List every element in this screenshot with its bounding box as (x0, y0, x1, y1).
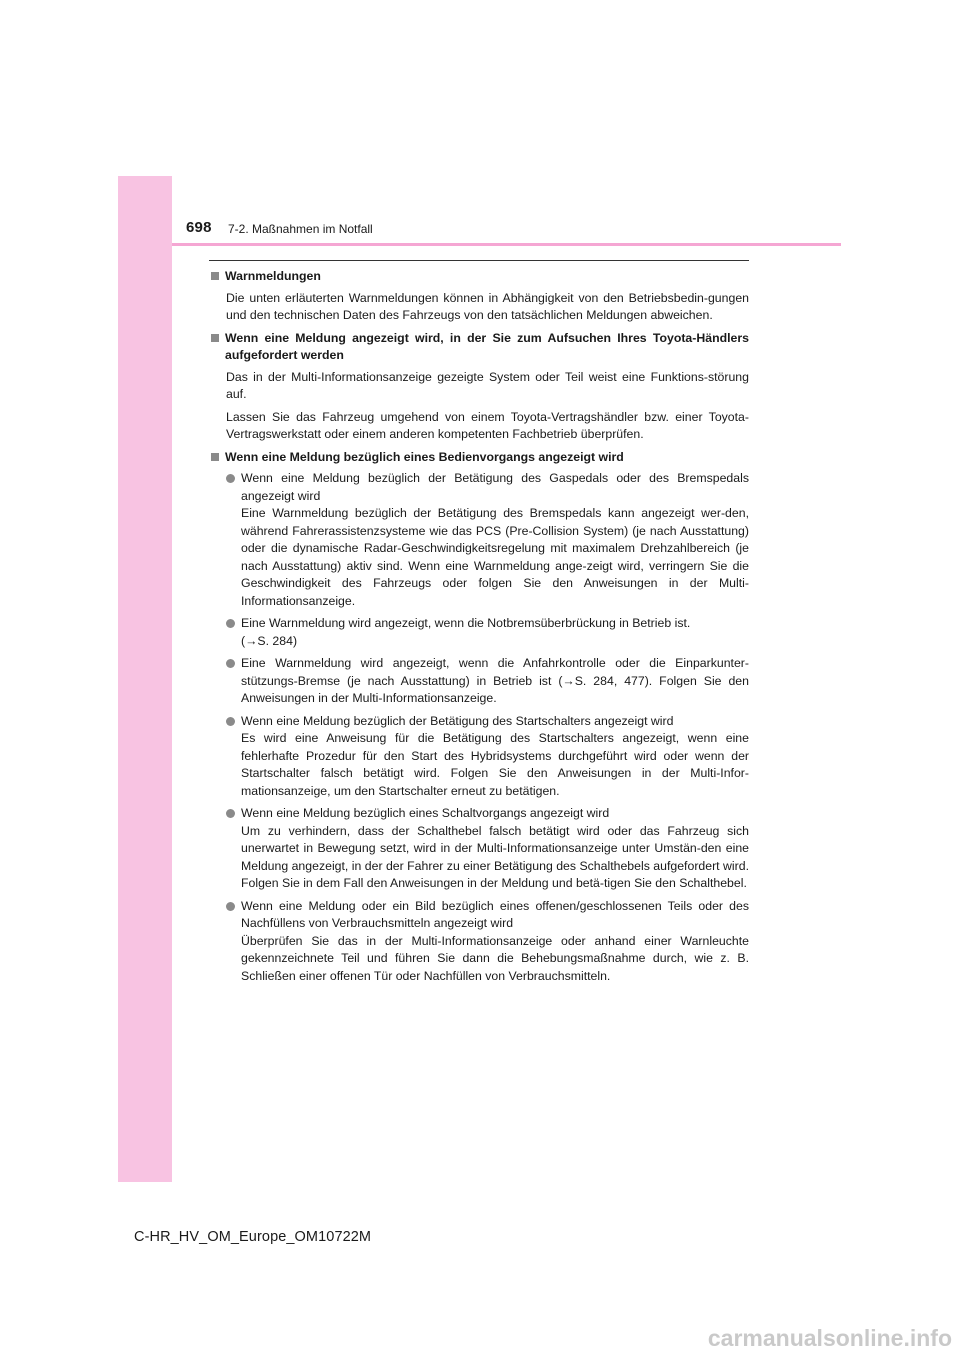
list-item-body (241, 805, 749, 893)
section-heading-text: Warnmeldungen (225, 269, 321, 283)
round-bullet-icon (226, 902, 235, 911)
watermark: carmanualsonline.info (707, 1325, 952, 1351)
list-item (210, 470, 749, 610)
list-item-line: Wenn eine Meldung bezüglich der Betätigung des Startschalters angezeigt wird (241, 713, 674, 728)
header-rule (172, 243, 841, 246)
list-item (210, 713, 749, 801)
round-bullet-icon (226, 619, 235, 628)
list-item-line: Eine Warnmeldung wird angezeigt, wenn die Notbremsüberbrückung in Betrieb ist. (241, 616, 691, 630)
list-item (210, 805, 749, 893)
list-item-line: Um zu verhindern, dass der Schalthebel falsch betätigt wird oder das Fahrzeug sich unerwartet in Bewegung setzt, wird in der Multi-Informationsanzeige unter Umstän-den eine Meldung angezeigt, in der der Fahrer zu einer Betätigung des Schalthebels aufgefordert wird. Folgen Sie in dem Fall den Anweisungen in der Meldung und betä-tigen Sie den Schalthebel. (241, 823, 749, 890)
round-bullet-icon (226, 809, 235, 818)
section-heading (210, 330, 749, 365)
paragraph: Lassen Sie das Fahrzeug umgehend von einem Toyota-Vertragshändler bzw. einer Toyota-Vertragswerkstatt oder einem anderen kompetenten Fachbetrieb überprüfen. (226, 409, 749, 441)
list-item-line: Wenn eine Meldung bezüglich der Betätigung des Gaspedals oder des Bremspedals angezeigt wird (241, 471, 749, 503)
list-item-line: Eine Warnmeldung wird angezeigt, wenn die Anfahrkontrolle oder die Einparkunter-stützungs-Bremse (je nach Ausstattung) in Betrieb ist (→S. 284, 477). Folgen Sie den Anweisungen in der Multi-Informationsanzeige. (241, 656, 749, 705)
section-heading (210, 268, 749, 286)
round-bullet-icon (226, 659, 235, 668)
paragraph: Die unten erläuterten Warnmeldungen können in Abhängigkeit von den Betriebsbedin-gungen und den technischen Daten des Fahrzeugs von den tatsächlichen Meldungen abweichen. (226, 290, 749, 322)
list-item-line: Es wird eine Anweisung für die Betätigung des Startschalters angezeigt, wenn eine fehlerhafte Prozedur für den Start des Hybridsystems durchgeführt wird oder wenn der Startschalter falsch betätigt wird. Folgen Sie den Anweisungen in der Multi-Infor-mationsanzeige, um den Startschalter erneut zu betätigen. (241, 731, 749, 798)
round-bullet-icon (226, 717, 235, 726)
list-item-line: Wenn eine Meldung bezüglich eines Schaltvorgangs angezeigt wird (241, 806, 610, 820)
list-item-line: Eine Warnmeldung bezüglich der Betätigung des Bremspedals kann angezeigt wer-den, während Fahrerassistenzsysteme wie das PCS (Pre-Collision System) (je nach Ausstattung) oder die dynamische Radar-Geschwindigkeitsregelung mit maximalem Drehzahlbereich (je nach Ausstattung) aktiv sind. Wenn eine Warnmeldung ange-zeigt wird, verringern Sie die Geschwindigkeit des Fahrzeugs oder folgen Sie den Anweisungen in der Multi-Informationsanzeige. (241, 506, 749, 608)
page-reference-link[interactable]: (→S. 284) (241, 633, 298, 648)
section-heading-text: Wenn eine Meldung bezüglich eines Bedienvorgangs angezeigt wird (225, 449, 624, 464)
list-item (210, 615, 749, 650)
square-bullet-icon (211, 334, 219, 342)
round-bullet-icon (226, 474, 235, 483)
section-heading (210, 449, 749, 467)
footer-doc-id: C-HR_HV_OM_Europe_OM10722M (134, 1229, 372, 1245)
list-item-line: Überprüfen Sie das in der Multi-Informationsanzeige oder anhand einer Warnleuchte gekennzeichnete Teil und führen Sie dann die Behebungsmaßnahme durch, wie z. B. Schließen einer offenen Tür oder Nachfüllen von Verbrauchsmitteln. (241, 933, 749, 983)
list-item-body (241, 615, 749, 650)
list-item-body (241, 470, 749, 610)
section-operation-message (210, 449, 749, 986)
chapter-title: 7-2. Maßnahmen im Notfall (228, 222, 373, 236)
section-heading-text: Wenn eine Meldung angezeigt wird, in der Sie zum Aufsuchen Ihres Toyota-Händlers aufgefordert werden (225, 330, 749, 362)
chapter-side-band (118, 176, 172, 1182)
list-item (210, 898, 749, 986)
paragraph: Das in der Multi-Informationsanzeige gezeigte System oder Teil weist eine Funktions-störung auf. (226, 369, 749, 401)
square-bullet-icon (211, 453, 219, 461)
page-number: 698 (186, 219, 212, 236)
list-item-body (241, 713, 749, 801)
list-item-line: Wenn eine Meldung oder ein Bild bezüglich eines offenen/geschlossenen Teils oder des Nachfüllens von Verbrauchsmitteln angezeigt wird (241, 898, 749, 930)
square-bullet-icon (211, 272, 219, 280)
content-top-rule (209, 260, 749, 261)
list-item-body (241, 655, 749, 708)
list-item-body (241, 898, 749, 986)
page-content (210, 268, 749, 990)
section-warnmeldungen (210, 268, 749, 325)
list-item (210, 655, 749, 708)
section-dealer-message (210, 330, 749, 444)
